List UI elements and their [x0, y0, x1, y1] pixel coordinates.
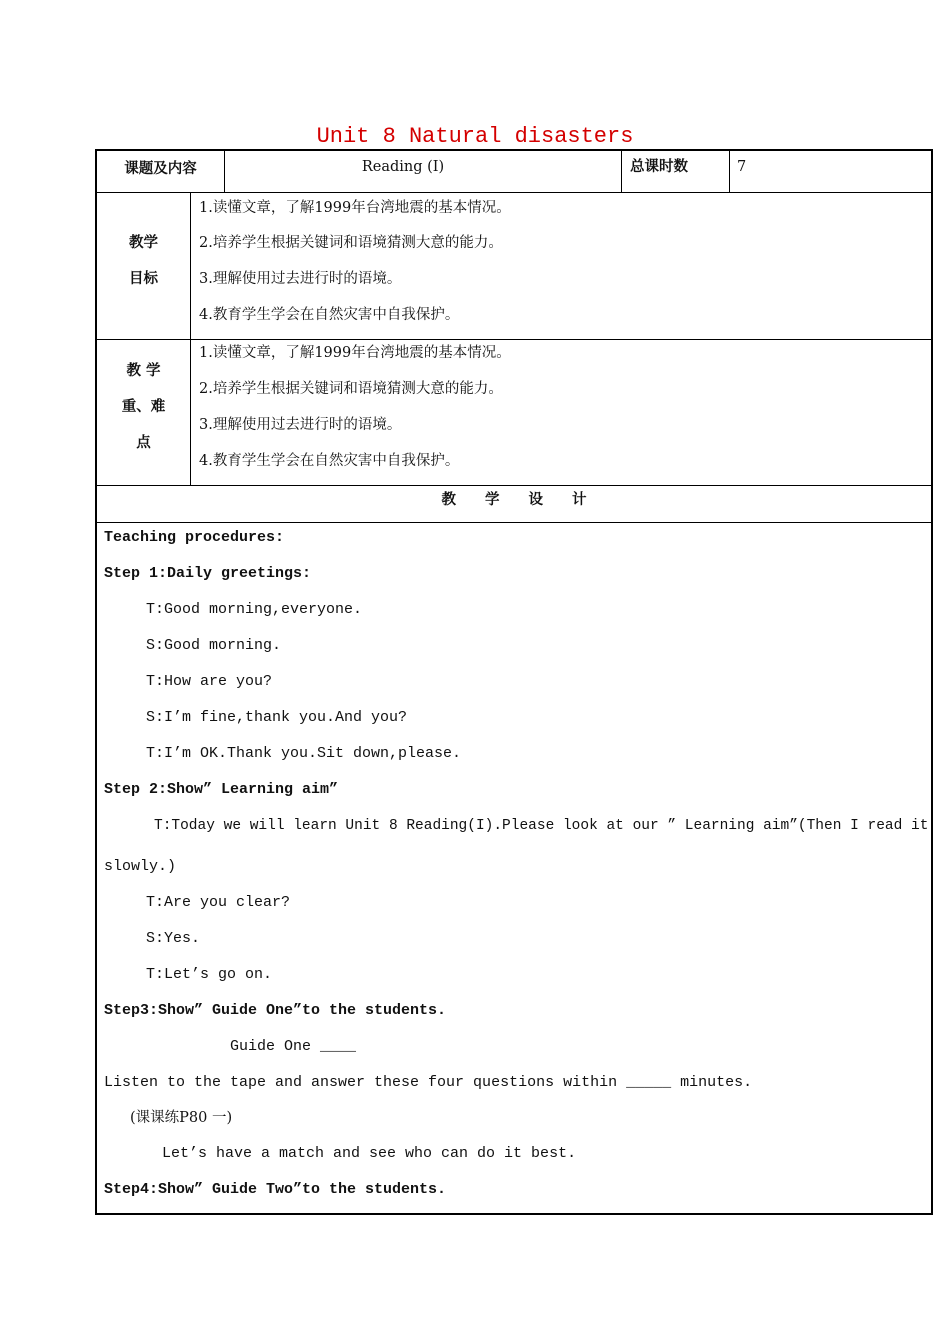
keypoint-item: 3.理解使用过去进行时的语境。 — [199, 417, 402, 433]
step-2-heading: Step 2:Show” Learning aim” — [104, 781, 339, 798]
step-3-heading: Step3:Show” Guide One”to the students. — [104, 1002, 447, 1019]
objective-item: 2.培养学生根据关键词和语境猜测大意的能力。 — [199, 235, 503, 251]
dialogue-line: S:Yes. — [146, 930, 201, 947]
step-2-paragraph-cont: slowly.) — [104, 858, 177, 875]
objective-item: 1.读懂文章，了解1999年台湾地震的基本情况。 — [199, 200, 511, 216]
procedures-heading: Teaching procedures: — [104, 529, 285, 546]
keypoint-item: 2.培养学生根据关键词和语境猜测大意的能力。 — [199, 381, 503, 397]
keypoint-item: 1.读懂文章，了解1999年台湾地震的基本情况。 — [199, 345, 511, 361]
exercise-reference: (课课练P80 一) — [130, 1110, 233, 1126]
dialogue-line: T:Good morning,everyone. — [146, 601, 363, 618]
step-1-heading: Step 1:Daily greetings: — [104, 565, 312, 582]
guide-one-title: Guide One ____ — [230, 1038, 357, 1055]
subject-label: 课题及内容 — [124, 161, 197, 177]
dialogue-line: T:I’m OK.Thank you.Sit down,please. — [146, 745, 462, 762]
objective-item: 3.理解使用过去进行时的语境。 — [199, 271, 402, 287]
total-hours-value: 7 — [737, 159, 747, 175]
step-2-paragraph: T:Today we will learn Unit 8 Reading(I).Please look at our ” Learning aim”(Then I read it — [154, 818, 929, 834]
listen-instruction: Listen to the tape and answer these four questions within _____ minutes. — [104, 1074, 753, 1091]
total-hours-label: 总课时数 — [630, 159, 688, 175]
keypoints-label-line2: 重、难 — [121, 399, 166, 415]
keypoints-label-line3: 点 — [136, 435, 151, 451]
header-col-3 — [729, 150, 730, 193]
dialogue-line: T:How are you? — [146, 673, 273, 690]
keypoint-item: 4.教育学生学会在自然灾害中自我保护。 — [199, 453, 460, 469]
objectives-row-divider — [95, 339, 933, 340]
header-col-2 — [621, 150, 622, 193]
design-header: 教 学 设 计 — [441, 492, 587, 508]
dialogue-line: T:Are you clear? — [146, 894, 291, 911]
lesson-topic: Reading (I) — [361, 159, 445, 175]
keypoints-label-line1: 教 学 — [126, 363, 161, 379]
dialogue-line: T:Let’s go on. — [146, 966, 273, 983]
header-row-divider — [95, 192, 933, 193]
objective-item: 4.教育学生学会在自然灾害中自我保护。 — [199, 307, 460, 323]
table-right-border — [931, 149, 933, 1215]
objectives-label-line1: 教学 — [129, 235, 158, 251]
objectives-label-line2: 目标 — [129, 271, 158, 287]
table-bottom-border — [95, 1213, 933, 1215]
document-title: Unit 8 Natural disasters — [316, 124, 634, 149]
step-4-heading: Step4:Show” Guide Two”to the students. — [104, 1181, 447, 1198]
keypoints-row-divider — [95, 485, 933, 486]
table-top-border — [95, 149, 933, 151]
design-row-divider — [95, 522, 933, 523]
dialogue-line: S:Good morning. — [146, 637, 282, 654]
match-instruction: Let’s have a match and see who can do it best. — [162, 1145, 577, 1162]
table-left-border — [95, 149, 97, 1215]
dialogue-line: S:I’m fine,thank you.And you? — [146, 709, 408, 726]
